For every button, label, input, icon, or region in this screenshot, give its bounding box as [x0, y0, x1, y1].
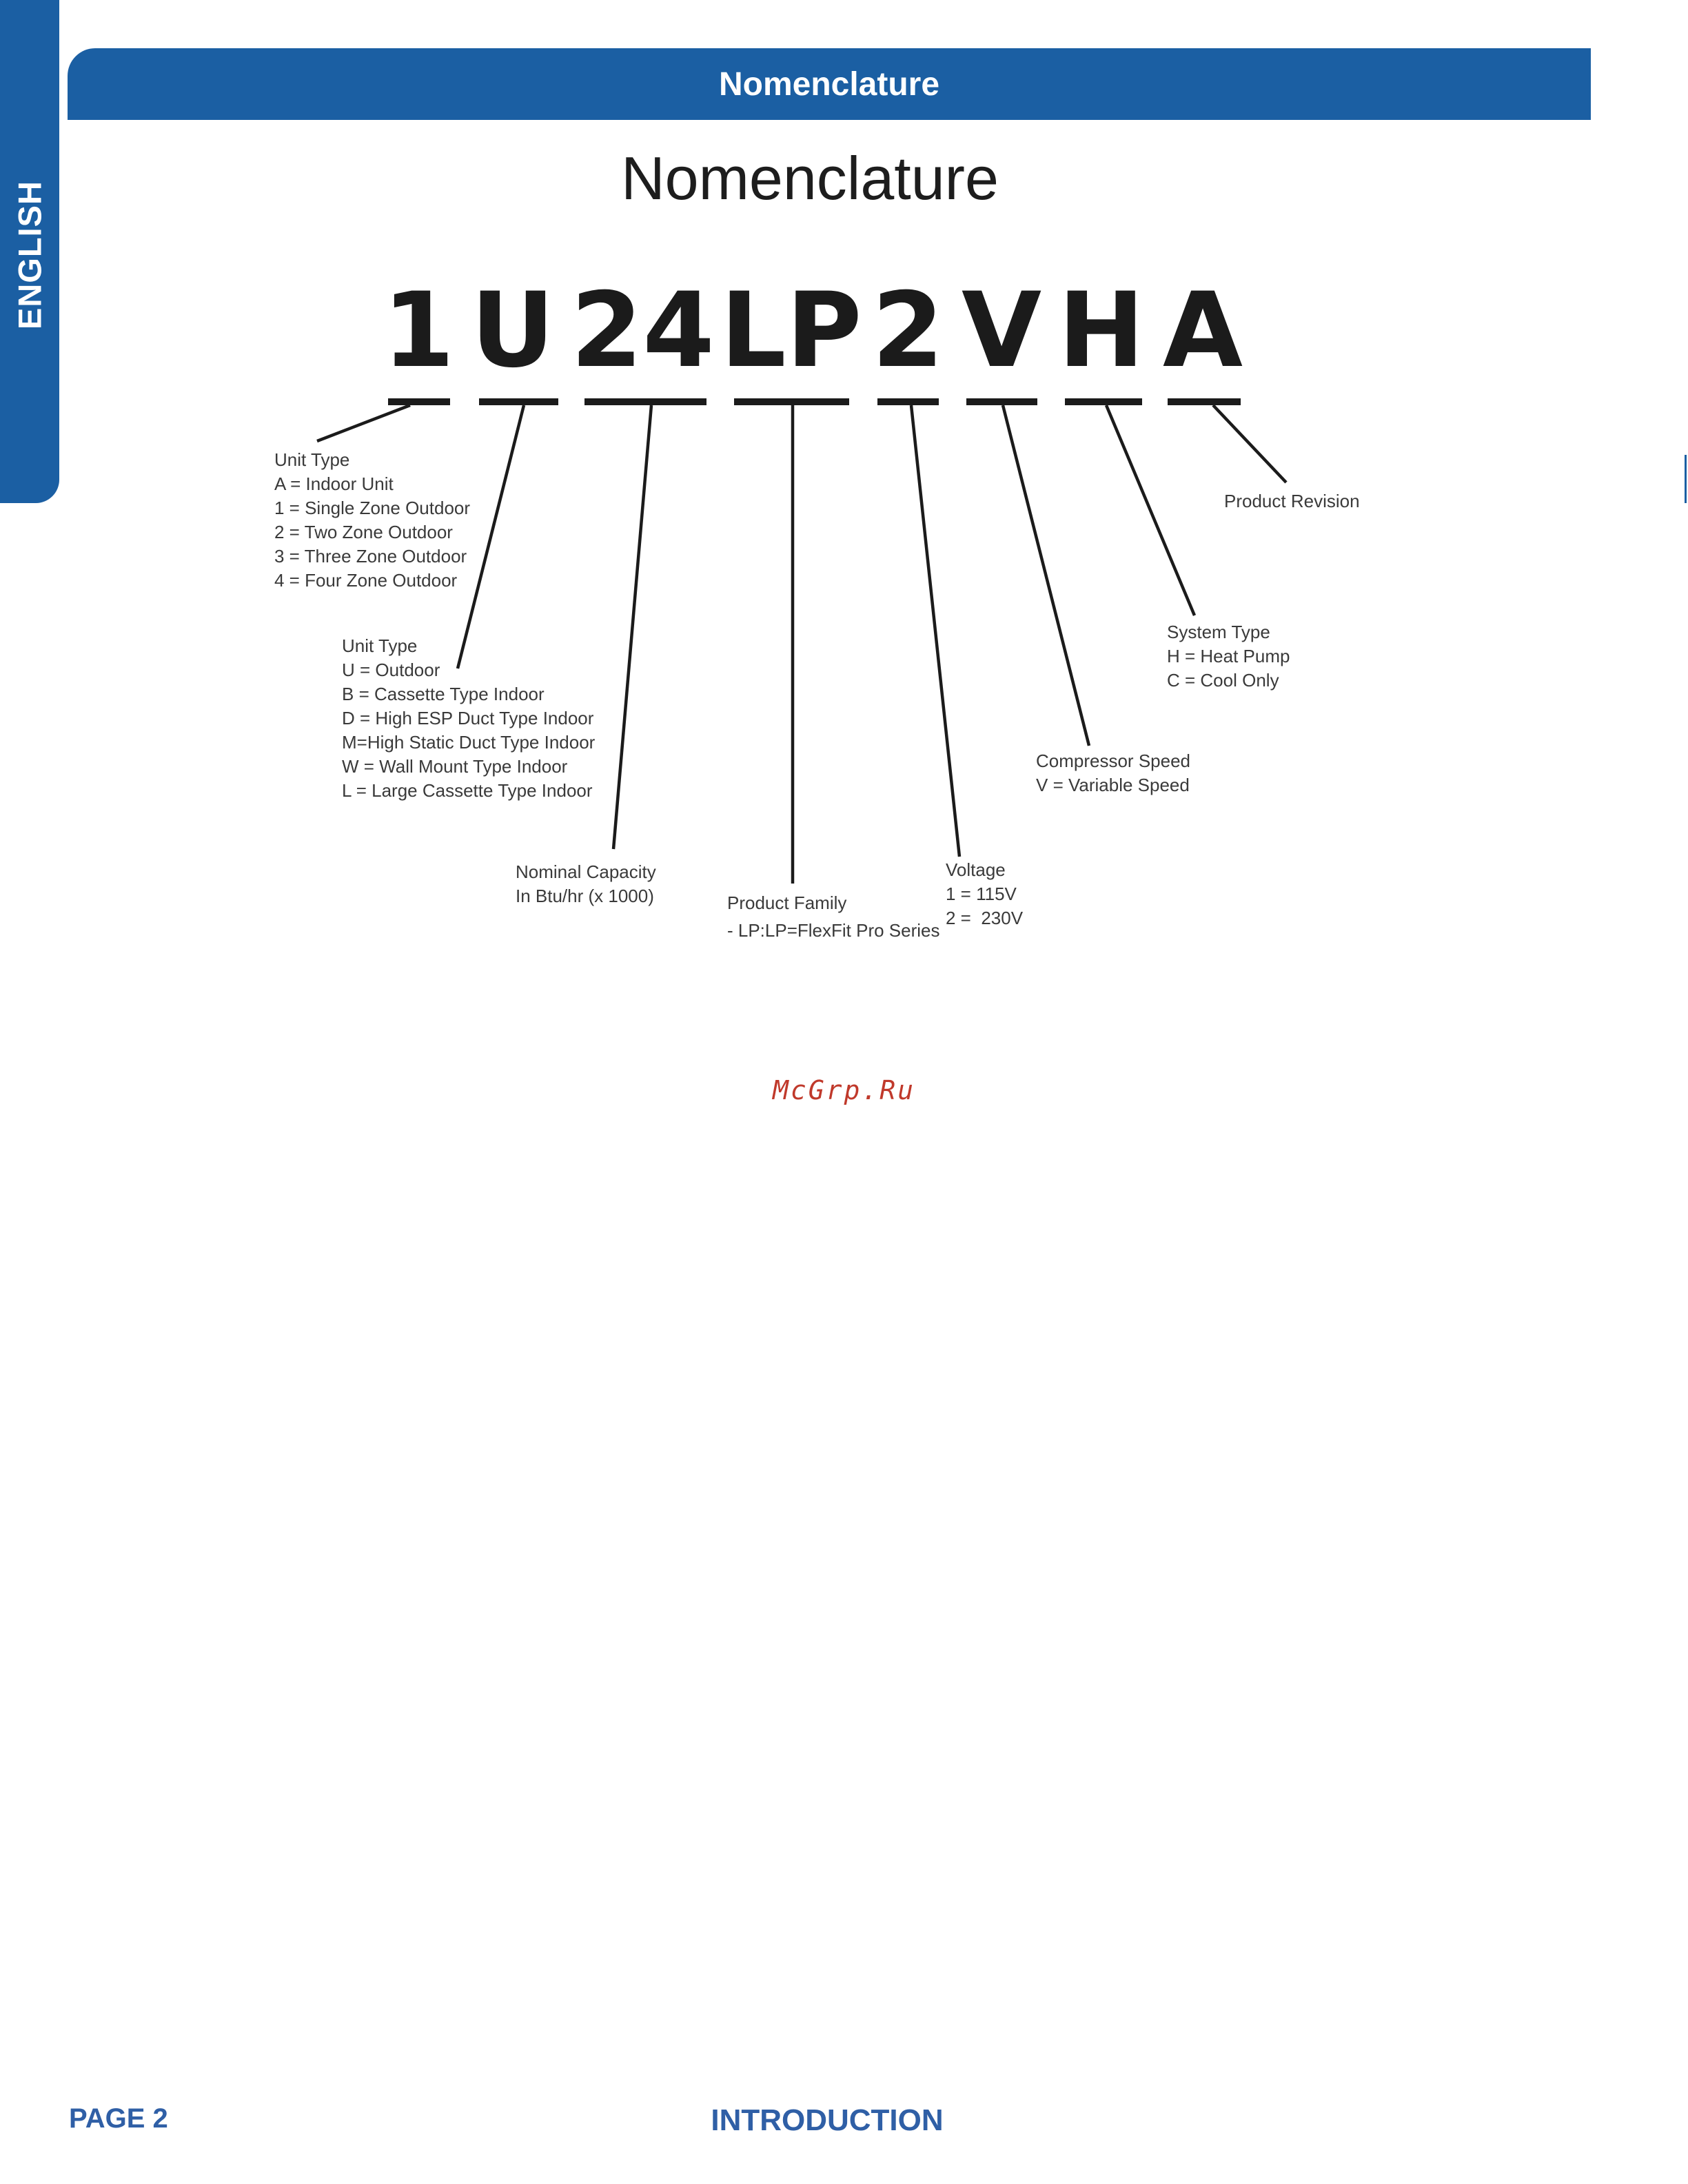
- code-segment-revision: A: [1162, 271, 1243, 391]
- legend-unit-count-line: 3 = Three Zone Outdoor: [274, 546, 467, 567]
- legend-compressor-speed: [1036, 749, 1190, 797]
- language-label: ENGLISH: [11, 181, 48, 329]
- legend-unit-type: [342, 634, 595, 803]
- legend-compressor-speed-title: Compressor Speed: [1036, 751, 1190, 771]
- legend-compressor-speed-line: V = Variable Speed: [1036, 775, 1190, 795]
- legend-product-revision-title: Product Revision: [1224, 491, 1360, 511]
- legend-unit-type-title: Unit Type: [342, 635, 418, 656]
- legend-product-family: [727, 889, 940, 944]
- legend-system-type: [1167, 620, 1290, 693]
- legend-unit-type-line: M=High Static Duct Type Indoor: [342, 732, 596, 753]
- legend-voltage: [946, 858, 1023, 930]
- legend-system-type-title: System Type: [1167, 622, 1270, 642]
- code-segment-system-type: H: [1058, 271, 1145, 391]
- watermark-text: McGrp.Ru: [772, 1075, 916, 1105]
- legend-unit-type-line: B = Cassette Type Indoor: [342, 684, 545, 704]
- code-segment-voltage: 2: [872, 271, 944, 391]
- legend-voltage-title: Voltage: [946, 859, 1006, 880]
- legend-unit-type-line: L = Large Cassette Type Indoor: [342, 780, 593, 801]
- legend-unit-type-line: U = Outdoor: [342, 660, 440, 680]
- pointer-capacity: [613, 405, 651, 849]
- legend-unit-count-title: Unit Type: [274, 449, 350, 470]
- pointer-system-type: [1106, 405, 1194, 615]
- code-segment-capacity: 24: [571, 271, 715, 391]
- pointer-voltage: [911, 405, 959, 857]
- legend-unit-count-line: 1 = Single Zone Outdoor: [274, 498, 471, 518]
- pointer-revision: [1213, 405, 1286, 482]
- code-segment-product-family: LP: [720, 271, 862, 391]
- legend-unit-type-line: W = Wall Mount Type Indoor: [342, 756, 568, 777]
- legend-capacity-line: In Btu/hr (x 1000): [516, 886, 654, 906]
- legend-system-type-line: H = Heat Pump: [1167, 646, 1290, 666]
- legend-nominal-capacity: [516, 860, 656, 908]
- legend-unit-count-line: A = Indoor Unit: [274, 473, 394, 494]
- legend-unit-count: [274, 448, 470, 593]
- document-title: Nomenclature: [621, 144, 999, 212]
- legend-unit-type-line: D = High ESP Duct Type Indoor: [342, 708, 594, 728]
- section-header-title: Nomenclature: [718, 65, 940, 103]
- legend-system-type-line: C = Cool Only: [1167, 670, 1279, 691]
- legend-unit-count-line: 4 = Four Zone Outdoor: [274, 570, 458, 591]
- footer-page-number: PAGE 2: [69, 2103, 168, 2134]
- legend-product-family-title: Product Family: [727, 892, 847, 913]
- legend-voltage-line: 1 = 115V: [946, 884, 1017, 904]
- legend-unit-count-line: 2 = Two Zone Outdoor: [274, 522, 453, 542]
- code-segment-unit-count: 1: [383, 271, 455, 391]
- code-segment-compressor-speed: V: [962, 271, 1042, 391]
- legend-product-family-line: - LP:LP=FlexFit Pro Series: [727, 920, 940, 941]
- code-segment-unit-type: U: [471, 271, 555, 391]
- pointer-compressor-speed: [1003, 405, 1089, 746]
- legend-capacity-title: Nominal Capacity: [516, 861, 656, 882]
- legend-voltage-line: 2 = 230V: [946, 908, 1024, 928]
- legend-product-revision: [1224, 489, 1360, 513]
- pointer-unit-count: [317, 405, 410, 441]
- footer-section-name: INTRODUCTION: [711, 2103, 944, 2137]
